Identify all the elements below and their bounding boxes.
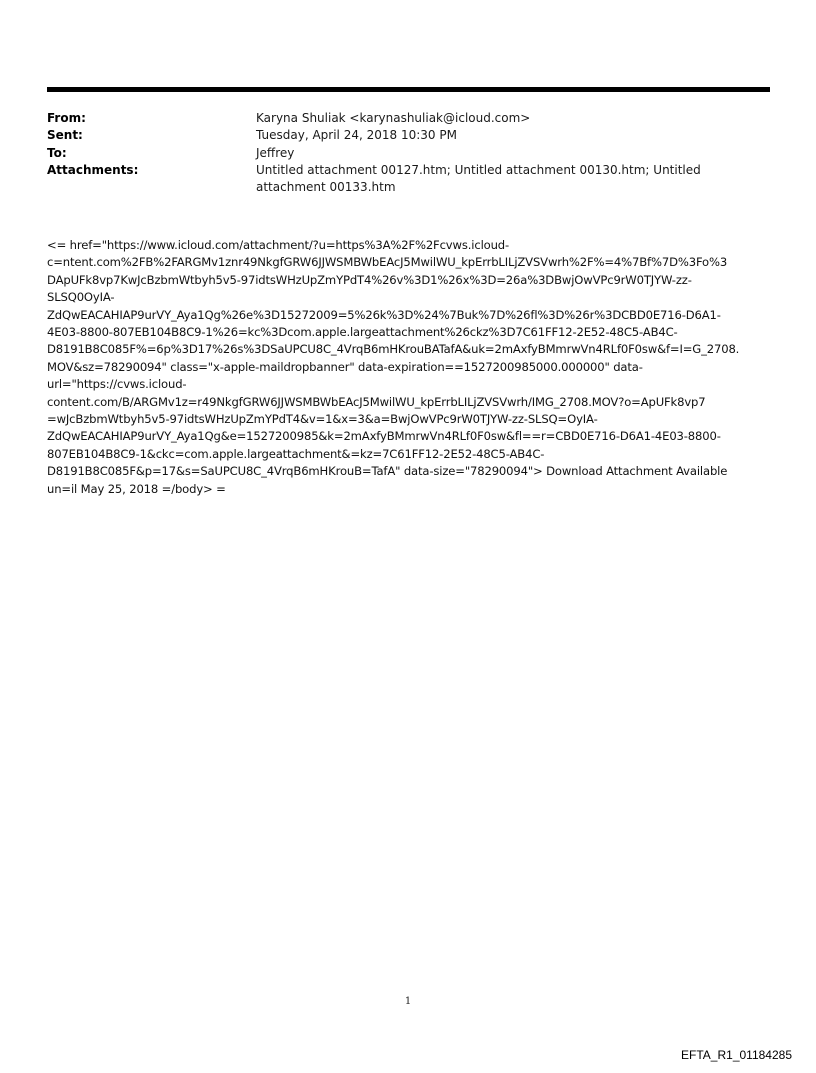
from-row (47, 110, 770, 127)
bates-number: EFTA_R1_01184285 (681, 1048, 792, 1062)
header-divider-rule (47, 87, 770, 92)
from-value: Karyna Shuliak <karynashuliak@icloud.com> (256, 111, 531, 125)
to-label: To: (47, 145, 67, 160)
email-header (47, 110, 770, 196)
to-value: Jeffrey (256, 145, 295, 160)
page-number: 1 (404, 996, 412, 1007)
email-body: <= href="https://www.icloud.com/attachment/?u=https%3A%2F%2Fcvws.icloud- c=ntent.com%2FB%2FARGMv1znr49NkgfGRW6JJWSMBWbEAcJ5MwilWU_kpErrbLILjZVSVwrh%2F%=4%7Bf%7D%3Fo%3 DApUFk8vp7KwJcBzbmWtbyh5v5-97idtsWHzUpZmYPdT4%26v%3D1%26x%3D=26a%3DBwjOwVPc9rW0TJYW-zz- SLSQ0OyIA- ZdQwEACAHIAP9urVY_Aya1Qg%26e%3D15272009=5%26k%3D%24%7Buk%7D%26fl%3D%26r%3DCBD0E716-D6A1- 4E03-8800-807EB104B8C9-1%26=kc%3Dcom.apple.largeattachment%26ckz%3D7C61FF12-2E52-48C5-AB4C- D8191B8C085F%=6p%3D17%26s%3DSaUPCU8C_4VrqB6mHKrouBATafA&uk=2mAxfyBMmrwVn4RLf0F0sw&f=I=G_2708. MOV&sz=78290094" class="x-apple-maildropbanner" data-expiration==1527200985000.000000" data- url="https://cvws.icloud- content.com/B/ARGMv1z=r49NkgfGRW6JJWSMBWbEAcJ5MwilWU_kpErrbLILjZVSVwrh/IMG_2708.MOV?o=ApUFk8vp7 =wJcBzbmWtbyh5v5-97idtsWHzUpZmYPdT4&v=1&x=3&a=BwjOwVPc9rW0TJYW-zz-SLSQ=OyIA- ZdQwEACAHIAP9urVY_Aya1Qg&e=1527200985&k=2mAxfyBMmrwVn4RLf0F0sw&fl==r=CBD0E716-D6A1-4E03-8800- 807EB104B8C9-1&ckc=com.apple.largeattachment&=kz=7C61FF12-2E52-48C5-AB4C- D8191B8C085F&p=17&s=SaUPCU8C_4VrqB6mHKrouB=TafA" data-size="78290094"> Download Attachment Available un=il May 25, 2018 =/body> = (47, 238, 740, 496)
attachments-row (47, 162, 770, 197)
from-label: From: (47, 111, 86, 125)
sent-label: Sent: (47, 128, 83, 143)
attachments-value: Untitled attachment 00127.htm; Untitled attachment 00130.htm; Untitled attachment 00133.htm (256, 162, 701, 195)
sent-row (47, 127, 770, 144)
attachments-label: Attachments: (47, 162, 139, 177)
to-row (47, 145, 770, 162)
sent-value: Tuesday, April 24, 2018 10:30 PM (256, 128, 457, 143)
